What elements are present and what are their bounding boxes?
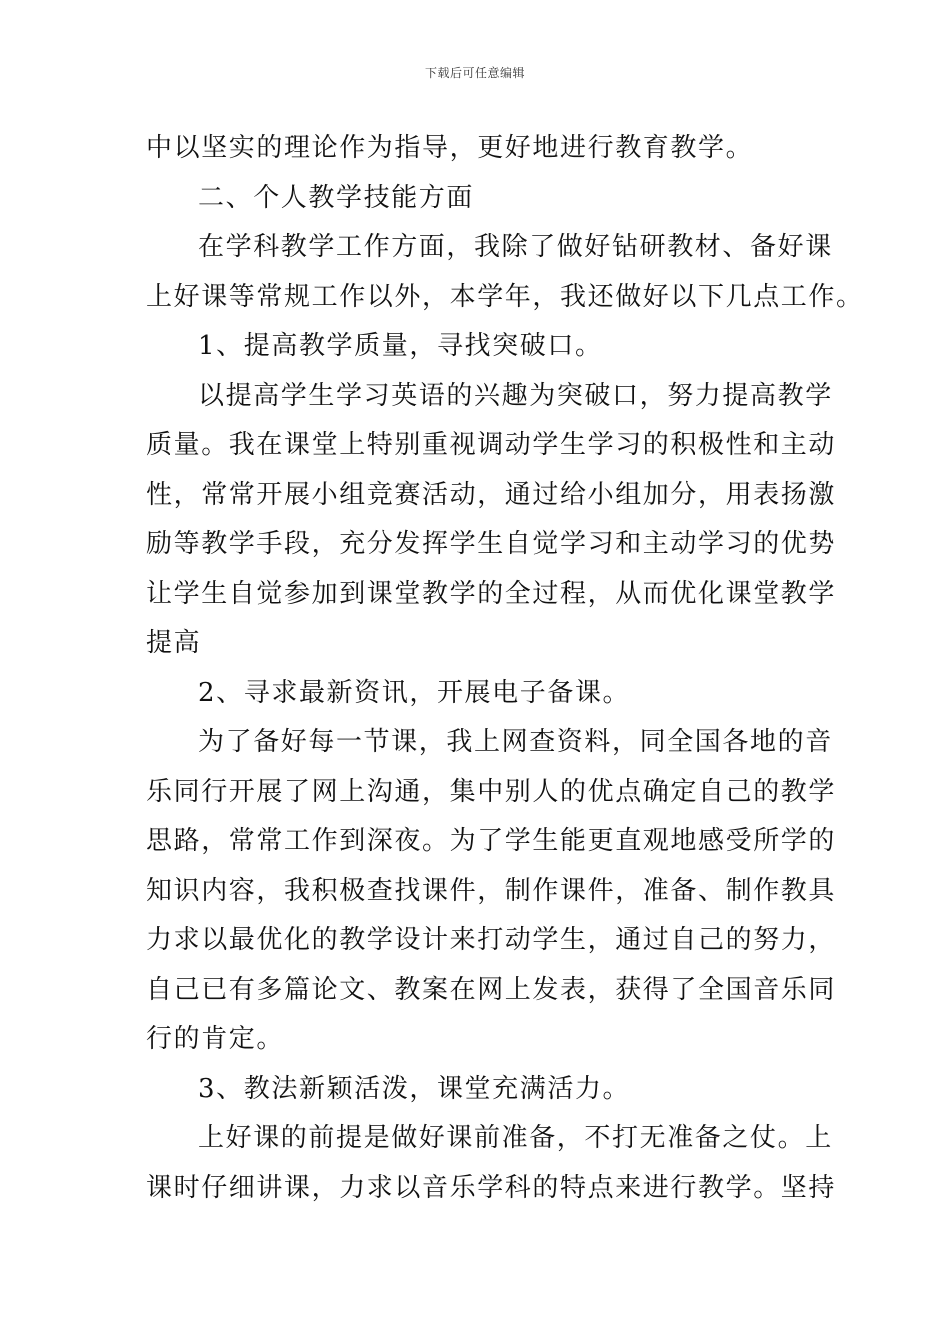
text-line: 1、提高教学质量，寻找突破口。 (198, 331, 603, 361)
text-line: 思路，常常工作到深夜。为了学生能更直观地感受所学的 (146, 826, 837, 856)
text-line: 乐同行开展了网上沟通，集中别人的优点确定自己的教学 (146, 776, 837, 807)
text-line: 为了备好每一节课，我上网查资料，同全国各地的音 (198, 727, 833, 757)
text-line: 性，常常开展小组竞赛活动，通过给小组加分，用表扬激 (146, 479, 837, 510)
text-line: 力求以最优化的教学设计来打动学生，通过自己的努力， (146, 925, 837, 955)
text-line: 让学生自觉参加到课堂教学的全过程，从而优化课堂教学 (146, 578, 837, 609)
text-line: 课时仔细讲课，力求以音乐学科的特点来进行教学。坚持 (146, 1172, 837, 1203)
text-line: 行的肯定。 (146, 1024, 285, 1054)
text-line: 提高 (146, 628, 202, 658)
page-header: 下载后可任意编辑 (424, 66, 525, 80)
text-line: 上好课的前提是做好课前准备，不打无准备之仗。上 (198, 1123, 833, 1153)
text-line: 自己已有多篇论文、教案在网上发表，获得了全国音乐同 (146, 974, 837, 1005)
text-line: 知识内容，我积极查找课件，制作课件，准备、制作教具 (146, 875, 837, 906)
text-line: 二、个人教学技能方面 (198, 182, 475, 213)
text-line: 2、寻求最新资讯，开展电子备课。 (198, 677, 631, 708)
text-line: 以提高学生学习英语的兴趣为突破口，努力提高教学 (198, 380, 833, 411)
text-line: 质量。我在课堂上特别重视调动学生学习的积极性和主动 (146, 430, 837, 460)
text-line: 中以坚实的理论作为指导，更好地进行教育教学。 (146, 133, 754, 163)
text-line: 3、教法新颖活泼，课堂充满活力。 (198, 1073, 631, 1104)
text-line: 励等教学手段，充分发挥学生自觉学习和主动学习的优势 (146, 529, 837, 559)
text-line: 上好课等常规工作以外，本学年，我还做好以下几点工作。 (146, 281, 864, 312)
body-text (146, 124, 864, 1213)
text-line: 在学科教学工作方面，我除了做好钻研教材、备好课 (198, 232, 833, 262)
